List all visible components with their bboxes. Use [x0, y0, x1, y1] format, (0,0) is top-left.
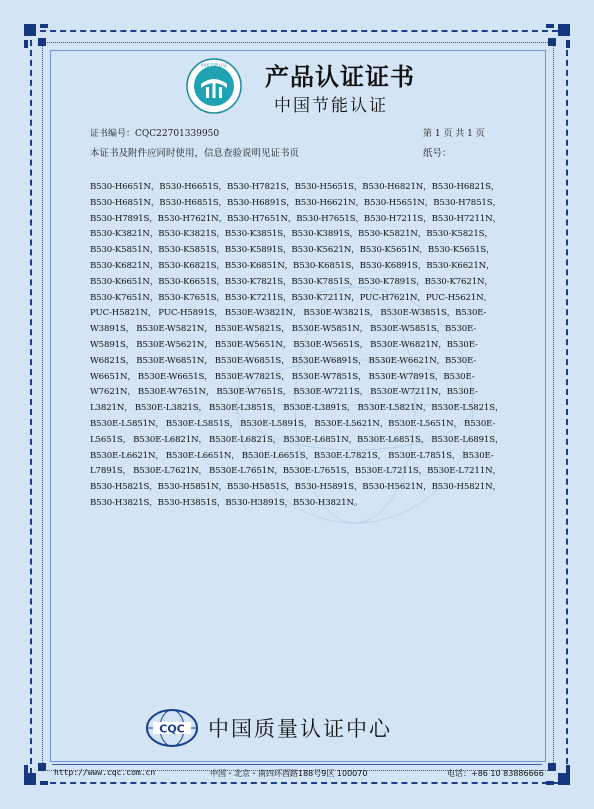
certificate-subtitle: 中国节能认证: [274, 96, 388, 116]
energy-conservation-logo: [186, 58, 242, 114]
cqc-logo-text: CQC: [159, 722, 185, 736]
footer-telephone: 电话：+86 10 83886666: [447, 769, 544, 778]
corner-ornament: [38, 38, 46, 46]
corner-ornament: [548, 38, 556, 46]
corner-ornament: [24, 765, 28, 773]
paper-number: 纸号：: [423, 148, 452, 159]
corner-ornament: [24, 40, 28, 48]
corner-ornament: [566, 40, 570, 48]
corner-ornament: [546, 781, 554, 785]
organization-name: 中国质量认证中心: [208, 717, 392, 741]
corner-ornament: [40, 24, 48, 28]
usage-note: 本证书及附件应同时使用，信息查验说明见证书页: [90, 148, 300, 159]
corner-ornament: [24, 773, 36, 785]
model-list: B530-H6651N，B530-H6651S，B530-H7821S，B530-H5651S，B530-H6821N，B530-H6821S，B530-H6851N，B530-H6851S，B530-H6891S，B530-H6621N，B530-H5651N，B530-H7851S，B530-H7891S，B530-H7621N，B530-H7651N，B530-H7651S，B530-H7211S，B530-H7211N，B530-K3821N，B530-K3821S，B530-K3851S，B530-K3891S，B530-K5821N，B530-K5821S，B530-K5851N，B530-K5851S，B530-K5891S，B530-K5621N，B530-K5651N，B530-K5651S，B530-K6821N，B530-K6821S，B530-K6851N，B530-K6851S，B530-K6891S，B530-K6621N，B530-K6651N，B530-K6651S，B530-K7821S，B530-K7851S，B530-K7891S，B530-K7621N，B530-K7651N，B530-K7651S，B530-K7211S，B530-K7211N，PUC-H7621N，PUC-H5621N，PUC-H5821N， PUC-H5891S， B530E-W3821N， B530E-W3821S， B530E-W3851S，B530E-W3891S， B530E-W5821N， B530E-W5821S， B530E-W5851N， B530E-W5851S，B530E-W5891S， B530E-W5621N， B530E-W5651N， B530E-W5651S， B530E-W6821N，B530E-W6821S， B530E-W6851N， B530E-W6851S， B530E-W6891S， B530E-W6621N，B530E-W6651N， B530E-W6651S， B530E-W7821S， B530E-W7851S， B530E-W7891S，B530E-W7621N， B530E-W7651N， B530E-W7651S， B530E-W7211S， B530E-W7211N，B530E-L3821N， B530E-L3821S， B530E-L3851S， B530E-L3891S， B530E-L5821N，B530E-L5821S， B530E-L5851N， B530E-L5851S， B530E-L5891S， B530E-L5621N，B530E-L5651N， B530E-L5651S， B530E-L6821N， B530E-L6821S， B530E-L6851N，B530E-L6851S， B530E-L6891S， B530E-L6621N， B530E-L6651N， B530E-L6651S，B530E-L7821S， B530E-L7851S， B530E-L7891S， B530E-L7621N， B530E-L7651N，B530E-L7651S，B530E-L7211S，B530E-L7211N，B530-H5821S，B530-H5851N，B530-H5851S，B530-H5891S，B530-H5621N，B530-H5821N，B530-H3821S，B530-H3851S，B530-H3891S，B530-H3821N。: [90, 182, 504, 508]
corner-ornament: [24, 24, 36, 36]
certificate-title: 产品认证证书: [265, 63, 415, 91]
certificate-number: 证书编号：CQC22701339950: [90, 129, 220, 139]
corner-ornament: [40, 781, 48, 785]
footer-divider: [52, 764, 542, 765]
corner-ornament: [38, 763, 46, 771]
corner-ornament: [558, 773, 570, 785]
page-number: 第 1 页 共 1 页: [423, 129, 485, 139]
logo-text: 中国节能认证: [200, 64, 228, 69]
cqc-logo: [145, 708, 199, 748]
corner-ornament: [548, 763, 556, 771]
footer-address: 中国・北京・南四环西路188号9区 100070: [210, 769, 368, 778]
corner-ornament: [546, 24, 554, 28]
corner-ornament: [566, 765, 570, 773]
corner-ornament: [558, 24, 570, 36]
footer-url[interactable]: http://www.cqc.com.cn: [54, 768, 156, 777]
